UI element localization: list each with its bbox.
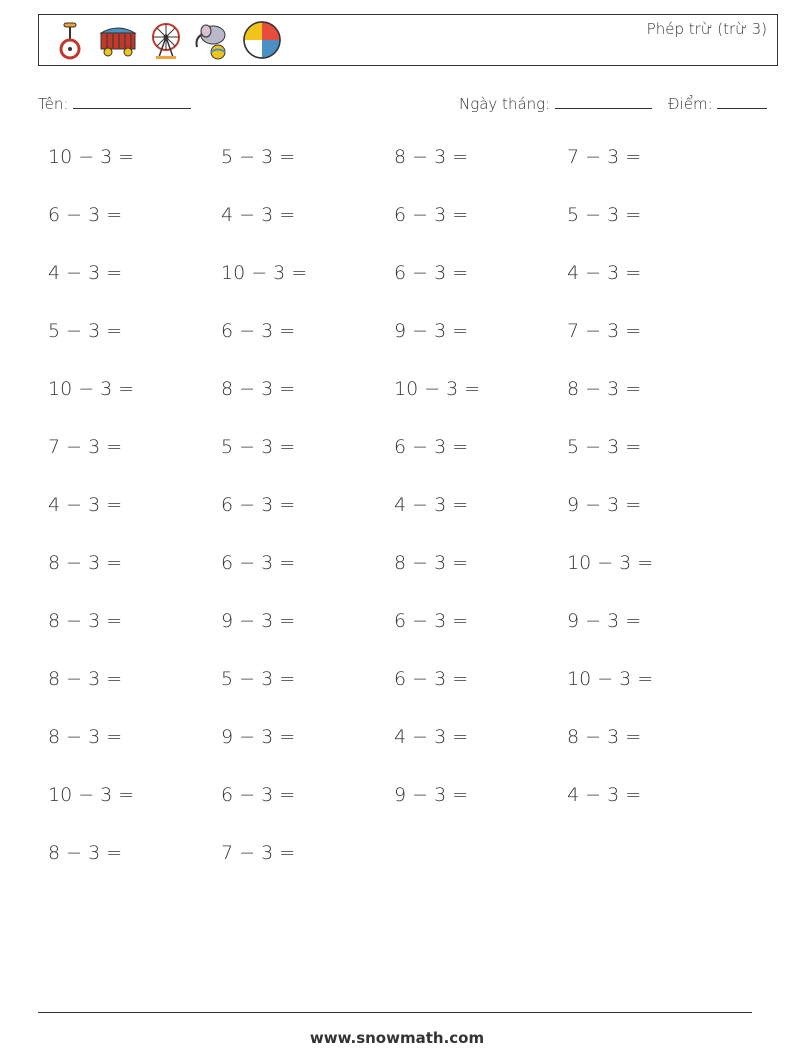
problem: 5 − 3 =: [48, 320, 123, 342]
problem: 6 − 3 =: [394, 262, 469, 284]
problem: 10 − 3 =: [48, 784, 135, 806]
problem-row: [48, 494, 748, 552]
problem-row: [48, 262, 748, 320]
problem: 9 − 3 =: [567, 610, 642, 632]
problem: 10 − 3 =: [567, 552, 654, 574]
problem: 10 − 3 =: [48, 378, 135, 400]
problem: 6 − 3 =: [394, 610, 469, 632]
problem: 5 − 3 =: [567, 204, 642, 226]
elephant-on-ball-icon: [193, 19, 235, 61]
problem: 5 − 3 =: [221, 668, 296, 690]
problem: 6 − 3 =: [221, 494, 296, 516]
problem: 8 − 3 =: [394, 552, 469, 574]
problem: 6 − 3 =: [394, 668, 469, 690]
problem: 9 − 3 =: [394, 320, 469, 342]
problem: 4 − 3 =: [48, 494, 123, 516]
problem: 6 − 3 =: [394, 436, 469, 458]
name-label: Tên:: [38, 95, 69, 113]
problem-row: [48, 146, 748, 204]
problem: 4 − 3 =: [394, 494, 469, 516]
problem: 8 − 3 =: [221, 378, 296, 400]
worksheet-title: Phép trừ (trừ 3): [646, 20, 767, 38]
problem: 4 − 3 =: [221, 204, 296, 226]
problem: 8 − 3 =: [48, 726, 123, 748]
score-label: Điểm:: [668, 95, 713, 113]
name-blank: [73, 94, 191, 109]
problem-row: [48, 552, 748, 610]
problem: 8 − 3 =: [567, 726, 642, 748]
score-field: [668, 94, 767, 113]
problem: 4 − 3 =: [394, 726, 469, 748]
problem: 7 − 3 =: [48, 436, 123, 458]
problem-row: [48, 378, 748, 436]
problem: 4 − 3 =: [48, 262, 123, 284]
circus-wagon-icon: [97, 19, 139, 61]
problem: 6 − 3 =: [48, 204, 123, 226]
problem: 9 − 3 =: [567, 494, 642, 516]
problem: 10 − 3 =: [48, 146, 135, 168]
date-label: Ngày tháng:: [459, 95, 551, 113]
problem-row: [48, 668, 748, 726]
name-field: [38, 94, 191, 113]
problem-grid: [48, 146, 748, 900]
problem: 6 − 3 =: [394, 204, 469, 226]
problem: 8 − 3 =: [567, 378, 642, 400]
problem: 5 − 3 =: [221, 436, 296, 458]
problem: 10 − 3 =: [221, 262, 308, 284]
problem: 7 − 3 =: [221, 842, 296, 864]
problem: 4 − 3 =: [567, 784, 642, 806]
problem: 8 − 3 =: [48, 610, 123, 632]
problem: 6 − 3 =: [221, 320, 296, 342]
problem: 9 − 3 =: [394, 784, 469, 806]
problem: 8 − 3 =: [48, 842, 123, 864]
problem: 6 − 3 =: [221, 784, 296, 806]
problem: 10 − 3 =: [394, 378, 481, 400]
problem-row: [48, 726, 748, 784]
problem: 9 − 3 =: [221, 726, 296, 748]
problem: 8 − 3 =: [394, 146, 469, 168]
worksheet-header: [38, 14, 778, 66]
problem: 5 − 3 =: [221, 146, 296, 168]
problem: 4 − 3 =: [567, 262, 642, 284]
problem-row: [48, 204, 748, 262]
problem-row: [48, 320, 748, 378]
problem-row: [48, 842, 748, 900]
problem-row: [48, 784, 748, 842]
footer-divider: [38, 1012, 752, 1013]
problem-row: [48, 436, 748, 494]
date-blank: [555, 94, 652, 109]
ferris-wheel-icon: [145, 19, 187, 61]
problem: 8 − 3 =: [48, 552, 123, 574]
problem: 7 − 3 =: [567, 146, 642, 168]
footer-url: www.snowmath.com: [309, 1029, 485, 1047]
problem: 6 − 3 =: [221, 552, 296, 574]
problem-row: [48, 610, 748, 668]
problem: 10 − 3 =: [567, 668, 654, 690]
problem: 9 − 3 =: [221, 610, 296, 632]
problem: 5 − 3 =: [567, 436, 642, 458]
problem: 8 − 3 =: [48, 668, 123, 690]
beach-ball-icon: [241, 19, 283, 61]
problem: 7 − 3 =: [567, 320, 642, 342]
date-field: [459, 94, 652, 113]
header-icons: [49, 19, 283, 61]
unicycle-icon: [49, 19, 91, 61]
score-blank: [717, 94, 767, 109]
